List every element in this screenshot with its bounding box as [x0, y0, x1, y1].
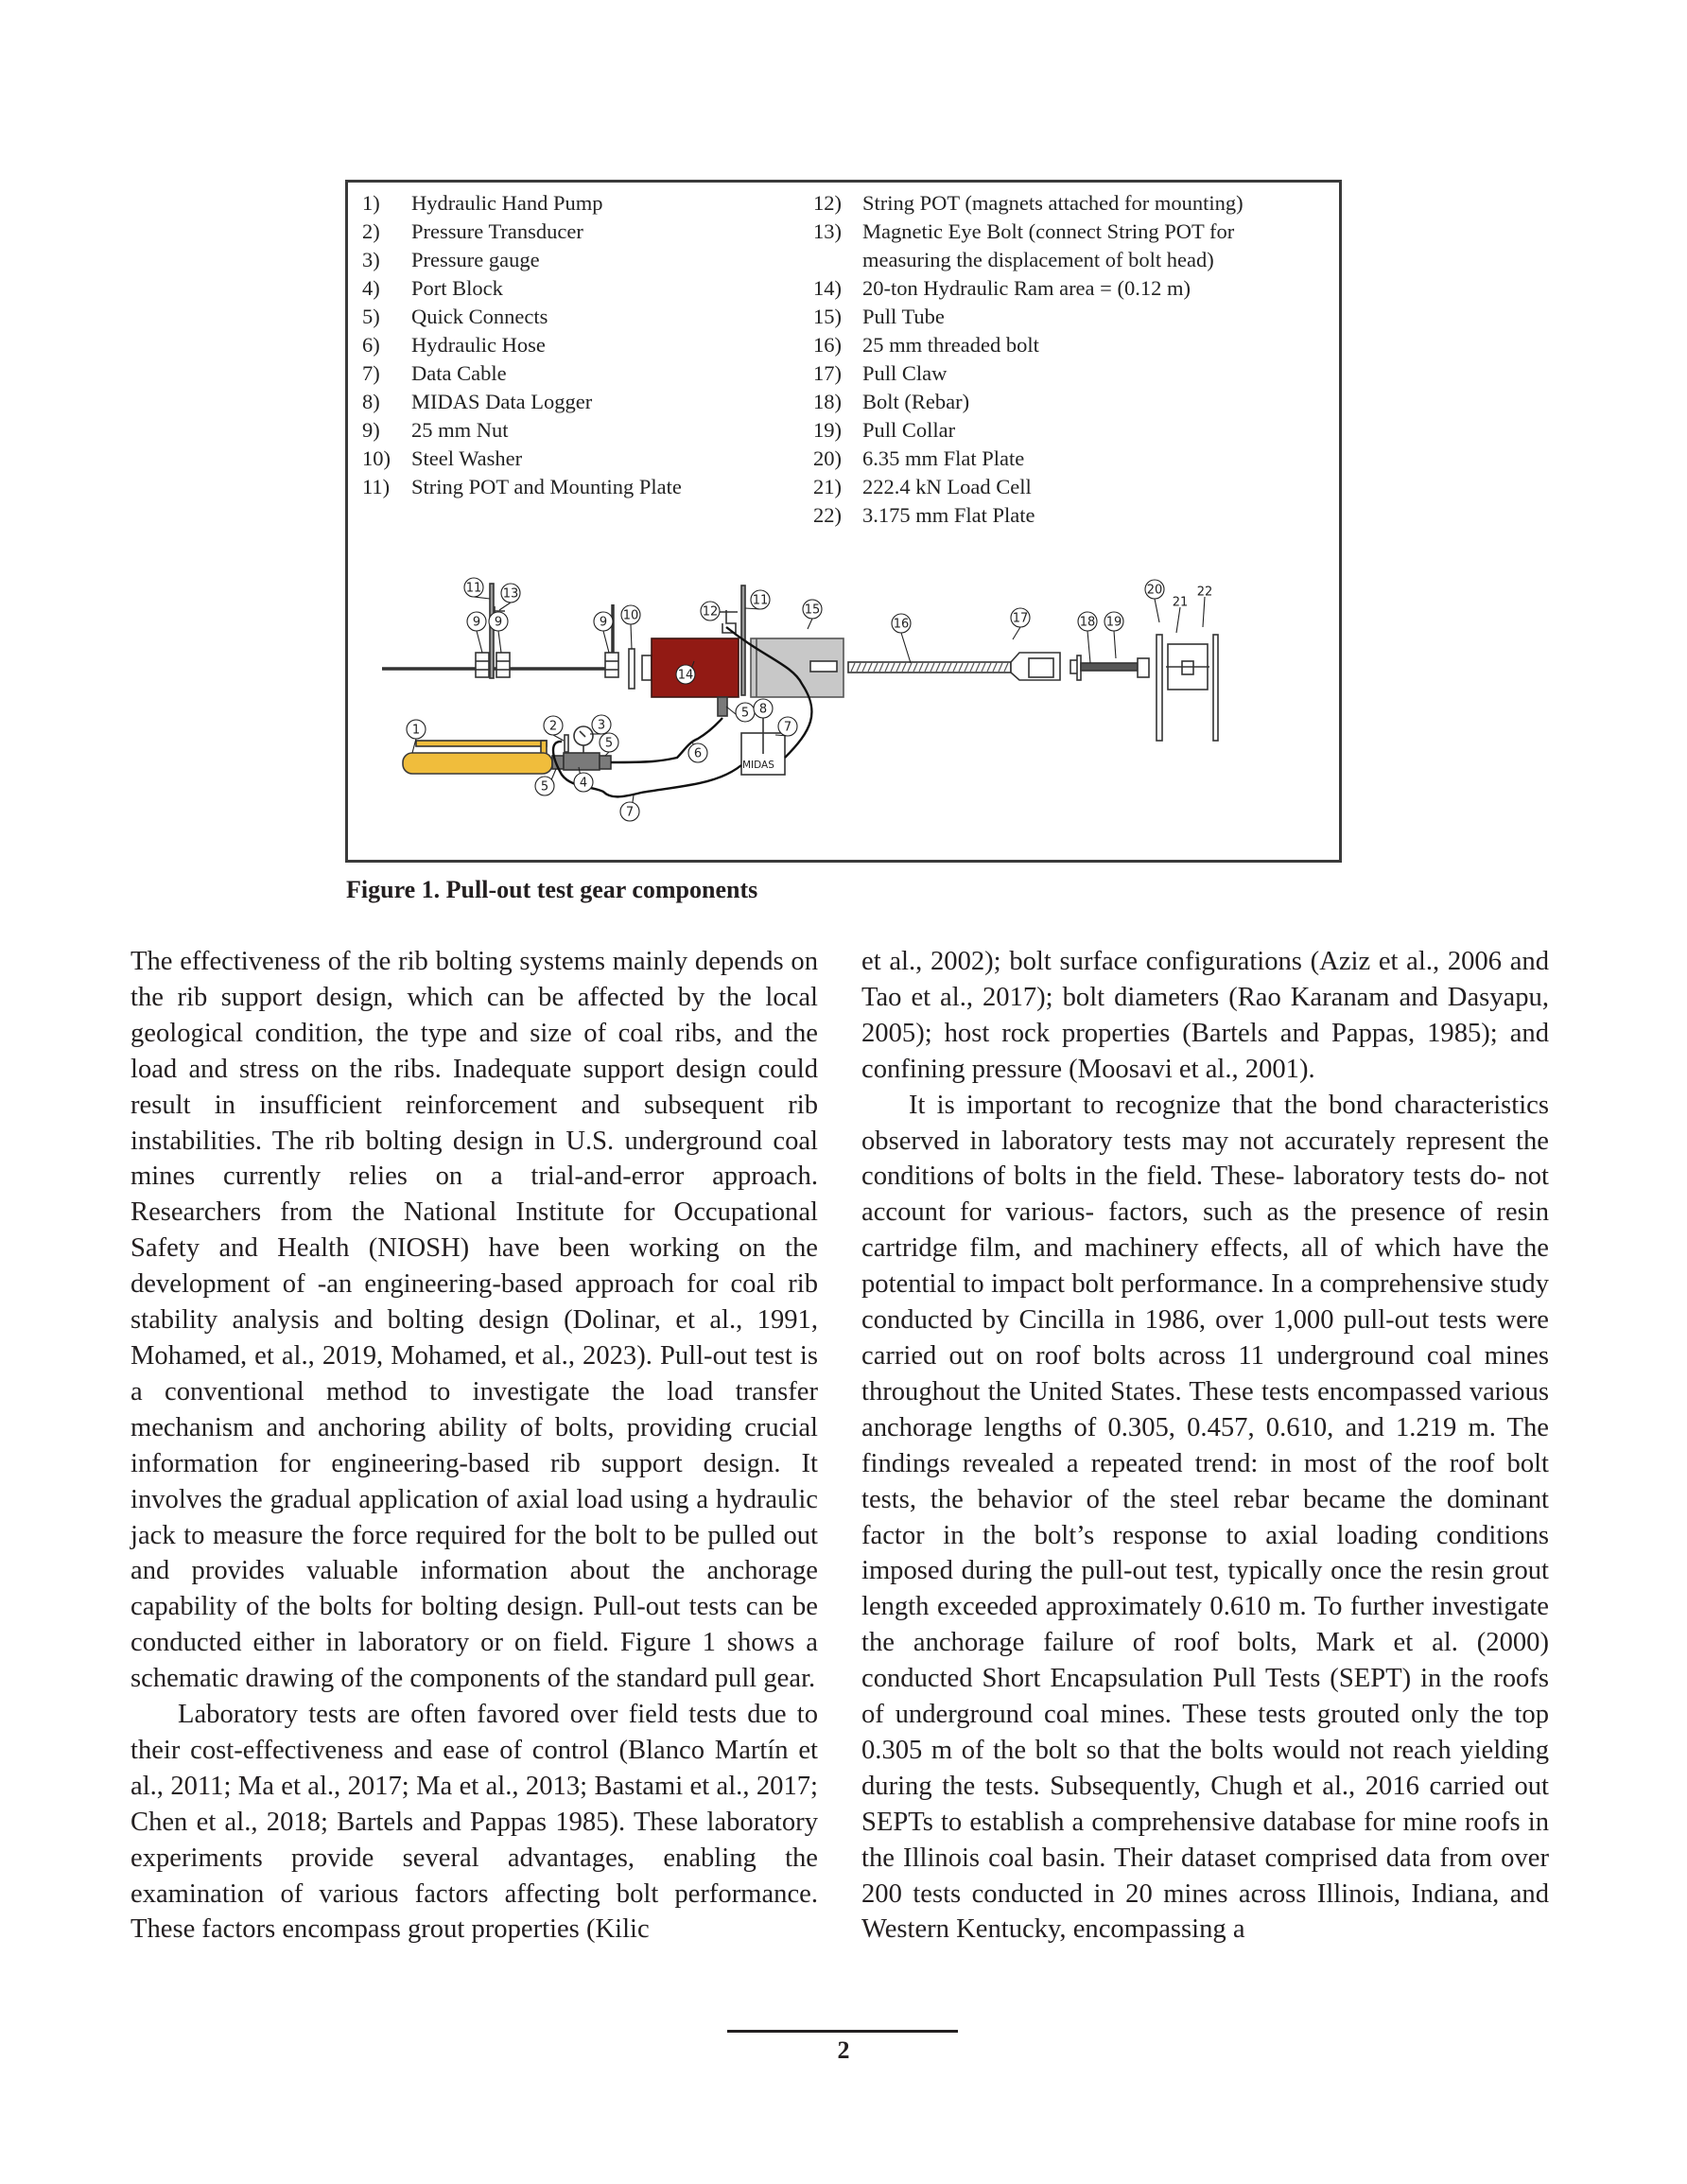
callout-number: 18	[1079, 615, 1096, 630]
paragraph: It is important to recognize that the bond characteristics observed in laboratory tests may not accurately represent the conditions of bolts in the field. These- laboratory tests do- not account for various- factors, such as the presence of resin cartridge film, and machinery effects, all of which have the potential to impact bolt performance. In a comprehensive study conducted by Cincilla in 1986, over 1,000 pull-out tests were carried out on roof bolts across 11 underground coal mines throughout the United States. These tests encompassed various anchorage lengths of 0.305, 0.457, 0.610, and 1.219 m. The findings revealed a repeated trend: in most of the roof bolt tests, the behavior of the steel rebar became the dominant factor in the bolt’s response to axial loading conditions imposed during the pull-out test, typically once the resin grout length exceeded approximately 0.610 m. To further investigate the anchorage failure of roof bolts, Mark et al. (2000) conducted Short Encapsulation Pull Tests (SEPT) in the roofs of underground coal mines. These tests grouted only the top 0.305 m of the bolt so that the bolts would not reach yielding during the tests. Subsequently, Chugh et al., 2016 carried out SEPTs to establish a comprehensive database for mine roofs in the Illinois coal basin. Their dataset comprised data from over 200 tests conducted in 20 mines across Illinois, Indiana, and Western Kentucky, encompassing a	[861, 1090, 1549, 1945]
callout-c13	[499, 584, 520, 610]
callout-leader	[631, 624, 632, 649]
pull-tube-slot	[810, 661, 837, 672]
callout-c16	[892, 614, 911, 663]
legend-label: Quick Connects	[411, 305, 548, 328]
callout-number: 7	[625, 805, 635, 820]
callout-number: 5	[740, 706, 750, 721]
callout-c4	[574, 767, 593, 792]
callout-leader	[477, 631, 482, 653]
paragraph: et al., 2002); bolt surface configurations (Aziz et al., 2006 and Tao et al., 2017); bolt diameters (Rao Karanam and Dasyapu, 2005); host rock properties (Bartels and Pappas, 1985); and confining pressure (Moosavi et al., 2001).	[861, 947, 1549, 1084]
callout-c21	[1173, 596, 1189, 634]
legend-label: Pressure gauge	[411, 248, 540, 271]
quick-connect-ram	[718, 697, 727, 716]
callout-leader	[901, 633, 911, 663]
callout-number: 7	[783, 720, 792, 735]
callout-number: 14	[677, 668, 694, 683]
callout-c1	[407, 720, 426, 753]
callout-leader	[1176, 607, 1180, 633]
legend-label: 222.4 kN Load Cell	[862, 475, 1032, 498]
callout-leader	[474, 597, 490, 599]
legend-label: Data Cable	[411, 361, 507, 385]
callout-c9c	[594, 612, 613, 653]
legend-label: Pull Collar	[862, 418, 956, 442]
legend-label: 25 mm threaded bolt	[862, 333, 1039, 357]
threaded-bolt	[848, 662, 1011, 673]
steel-washer	[629, 649, 635, 689]
figure-caption: Figure 1. Pull-out test gear components	[346, 876, 758, 903]
hand-pump-handle-post	[541, 741, 547, 754]
legend-number: 7)	[362, 361, 380, 385]
callout-c9a	[467, 612, 486, 653]
legend-number: 8)	[362, 390, 380, 413]
hydraulic-ram	[652, 638, 739, 697]
callout-c10	[621, 605, 640, 649]
legend-label: MIDAS Data Logger	[411, 390, 593, 413]
mounting-plate-left	[490, 584, 494, 678]
legend-number: 17)	[813, 361, 842, 385]
callout-c12	[701, 602, 720, 620]
load-cell-core	[1182, 661, 1193, 674]
legend-label: 6.35 mm Flat Plate	[862, 446, 1025, 470]
legend-number: 4)	[362, 276, 380, 300]
quick-connect-right	[600, 756, 611, 769]
legend-label: Bolt (Rebar)	[862, 390, 970, 413]
string-pot	[717, 610, 738, 633]
callout-c22	[1197, 585, 1213, 628]
legend-label: Pull Claw	[862, 361, 948, 385]
pressure-transducer	[565, 735, 568, 752]
callout-c7b	[620, 795, 639, 821]
callout-number: 6	[693, 746, 703, 761]
callout-c15	[803, 600, 822, 629]
callout-c11b	[745, 590, 770, 609]
page-number: 2	[837, 2036, 850, 2064]
legend-number: 19)	[813, 418, 842, 442]
legend-number: 16)	[813, 333, 842, 357]
callout-number: 22	[1196, 585, 1213, 600]
legend-label: measuring the displacement of bolt head)	[862, 248, 1214, 271]
callout-leader	[1087, 631, 1090, 663]
callout-c17	[1011, 608, 1030, 639]
flat-plate-635	[1157, 635, 1162, 741]
legend-label: Port Block	[411, 276, 503, 300]
callout-number: 15	[804, 603, 821, 618]
callout-number: 1	[411, 723, 421, 738]
callout-c2	[544, 716, 564, 741]
callout-number: 13	[502, 586, 519, 602]
legend-number: 9)	[362, 418, 380, 442]
legend-number: 15)	[813, 305, 842, 328]
body-column-right	[861, 944, 1549, 1948]
callout-leader	[808, 619, 812, 629]
callout-leader	[1013, 627, 1020, 639]
legend-number: 14)	[813, 276, 842, 300]
legend-label: 20-ton Hydraulic Ram area = (0.12 m)	[862, 276, 1191, 300]
callout-number: 9	[494, 615, 503, 630]
nut-right	[605, 653, 618, 677]
callout-leader	[1114, 631, 1116, 658]
callout-number: 11	[752, 593, 769, 608]
callout-number: 9	[599, 615, 608, 630]
callout-number: 4	[579, 776, 588, 791]
callout-number: 16	[893, 617, 910, 632]
legend-number: 5)	[362, 305, 380, 328]
callout-leader	[1155, 599, 1159, 622]
legend-number: 1)	[362, 191, 380, 215]
legend-label: Pressure Transducer	[411, 219, 583, 243]
legend-number: 13)	[813, 219, 842, 243]
legend-number: 18)	[813, 390, 842, 413]
flat-plate-3175	[1213, 635, 1218, 741]
callout-number: 5	[540, 779, 549, 795]
legend-label: Steel Washer	[411, 446, 523, 470]
legend-label: String POT (magnets attached for mounting)	[862, 191, 1244, 215]
callout-c11a	[464, 578, 490, 599]
callout-leader	[553, 735, 564, 741]
callout-number: 12	[702, 604, 719, 620]
pull-claw-window	[1029, 658, 1053, 677]
legend-number: 3)	[362, 248, 380, 271]
ram-stub	[642, 655, 652, 680]
hand-pump-handle	[416, 741, 547, 746]
callout-c19	[1104, 612, 1123, 658]
midas-box-label: MIDAS	[742, 760, 774, 771]
callout-leader	[603, 631, 609, 653]
legend-label: String POT and Mounting Plate	[411, 475, 682, 498]
legend-label: Magnetic Eye Bolt (connect String POT for	[862, 219, 1235, 243]
figure-1	[345, 180, 1342, 863]
callout-c3	[590, 715, 611, 734]
callout-number: 3	[597, 718, 606, 733]
legend-label: Hydraulic Hose	[411, 333, 546, 357]
body-column-left	[130, 944, 818, 1948]
pull-out-schematic	[348, 183, 1339, 860]
callout-number: 11	[465, 581, 482, 596]
pull-collar	[1138, 658, 1149, 677]
callout-number: 2	[548, 719, 558, 734]
callout-number: 5	[604, 736, 614, 751]
callout-c5b	[600, 733, 618, 756]
legend-number: 6)	[362, 333, 380, 357]
callout-c8	[754, 699, 773, 718]
paragraph: Laboratory tests are often favored over field tests due to their cost-effectiveness and ease of control (Blanco Martín et al., 2011; Ma et al., 2017; Ma et al., 2013; Bastami et al., 2017; Chen et al., 2018; Bartels and Pappas 1985). These laboratory experiments provide several advantages, enabling the examination of various factors affecting bolt performance. These factors encompass grout properties (Kilic	[130, 1700, 818, 1945]
legend-number: 11)	[362, 475, 391, 498]
callout-number: 19	[1105, 615, 1122, 630]
callout-leader	[1203, 597, 1205, 627]
callout-number: 20	[1146, 583, 1163, 598]
legend-label: 25 mm Nut	[411, 418, 509, 442]
callout-number: 17	[1012, 611, 1029, 626]
callout-number: 10	[622, 608, 639, 623]
callout-leader	[498, 631, 501, 653]
callout-leader	[499, 603, 511, 610]
rebar	[1081, 663, 1138, 671]
legend-number: 10)	[362, 446, 391, 470]
paragraph: The effectiveness of the rib bolting systems mainly depends on the rib support design, which can be affected by the local geological condition, the type and size of coal ribs, and the load and stress on the ribs. Inadequate support design could result in insufficient reinforcement and subsequent rib instabilities. The rib bolting design in U.S. underground coal mines currently relies on a trial-and-error approach. Researchers from the National Institute for Occupational Safety and Health (NIOSH) have been working on the development of -an engineering-based approach for coal rib stability analysis and bolting design (Dolinar, et al., 1991, Mohamed, et al., 2019, Mohamed, et al., 2023). Pull-out test is a conventional method to investigate the load transfer mechanism and anchoring ability of bolts, providing crucial information for engineering-based rib support design. It involves the gradual application of axial load using a hydraulic jack to measure the force required for the bolt to be pulled out and provides valuable information about the anchorage capability of the bolts for bolting design. Pull-out tests can be conducted either in laboratory or on field. Figure 1 shows a schematic drawing of the components of the standard pull gear.	[130, 947, 818, 1694]
callout-number: 21	[1172, 595, 1189, 610]
legend-number: 12)	[813, 191, 842, 215]
nut-left-a	[476, 653, 489, 677]
legend-number: 2)	[362, 219, 380, 243]
legend-number: 21)	[813, 475, 842, 498]
callout-c5c	[726, 703, 755, 722]
port-block	[564, 753, 600, 770]
callout-c20	[1145, 580, 1164, 622]
legend-number: 22)	[813, 503, 842, 527]
hand-pump	[403, 753, 552, 774]
callout-number: 9	[472, 615, 481, 630]
legend-label: 3.175 mm Flat Plate	[862, 503, 1035, 527]
footer-rule	[727, 2030, 958, 2033]
legend-label: Hydraulic Hand Pump	[411, 191, 603, 215]
legend-number: 20)	[813, 446, 842, 470]
nut-left-b	[496, 653, 510, 677]
callout-number: 8	[758, 702, 768, 717]
legend-label: Pull Tube	[862, 305, 945, 328]
